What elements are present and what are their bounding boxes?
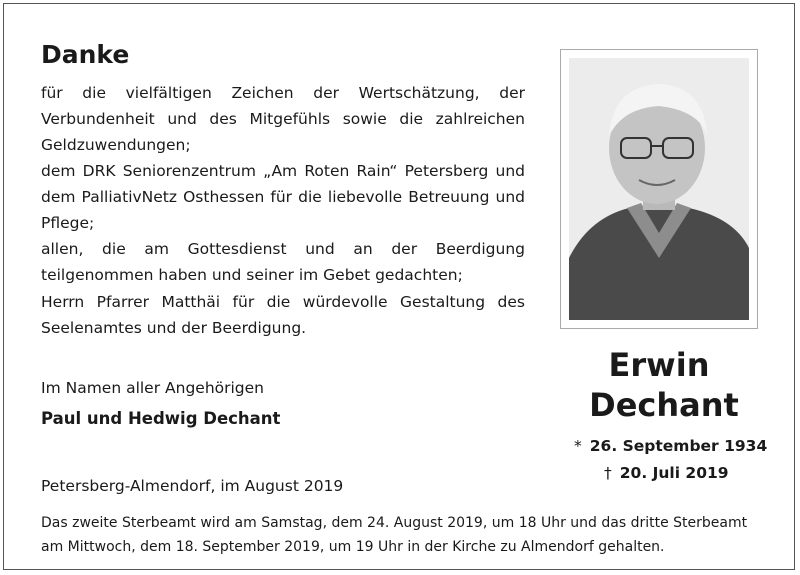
behalf-line: Im Namen aller Angehörigen [41,379,265,397]
portrait-photo [569,58,749,320]
obituary-card [3,3,795,570]
death-date: 20. Juli 2019 [619,464,729,482]
portrait-illustration [569,58,749,320]
service-notice: Das zweite Sterbeamt wird am Samstag, dem 24. August 2019, um 18 Uhr und das dritte Sterbeamt am Mittwoch, dem 18. September 2019, um 19 Uhr in der Kirche zu Almendorf gehalten. [41,515,748,555]
birth-date: 26. September 1934 [589,437,768,455]
thanks-paragraph-4: Herrn Pfarrer Matthäi für die würdevolle Gestaltung des Seelenamtes und der Beerdigung. [41,293,525,337]
thanks-paragraph-3: allen, die am Gottesdienst und an der Beerdigung teilgenommen haben und seiner im Gebet gedachten; [41,240,525,284]
portrait-frame [560,49,758,329]
family-names: Paul und Hedwig Dechant [41,409,281,428]
heading: Danke [41,40,130,69]
birth-symbol: * [574,437,582,455]
death-line [604,464,729,482]
thanks-paragraph-1: für die vielfältigen Zeichen der Wertschätzung, der Verbundenheit und des Mitgefühls sowie die zahlreichen Geldzuwendungen; [41,84,525,154]
death-symbol: † [604,464,612,482]
place-date: Petersberg-Almendorf, im August 2019 [41,477,344,495]
deceased-last-name: Dechant [589,386,739,424]
deceased-first-name: Erwin [608,346,710,384]
thanks-paragraph-2: dem DRK Seniorenzentrum „Am Roten Rain“ Petersberg und dem PalliativNetz Osthessen für die liebevolle Betreuung und Pflege; [41,162,525,232]
birth-line [574,437,767,455]
